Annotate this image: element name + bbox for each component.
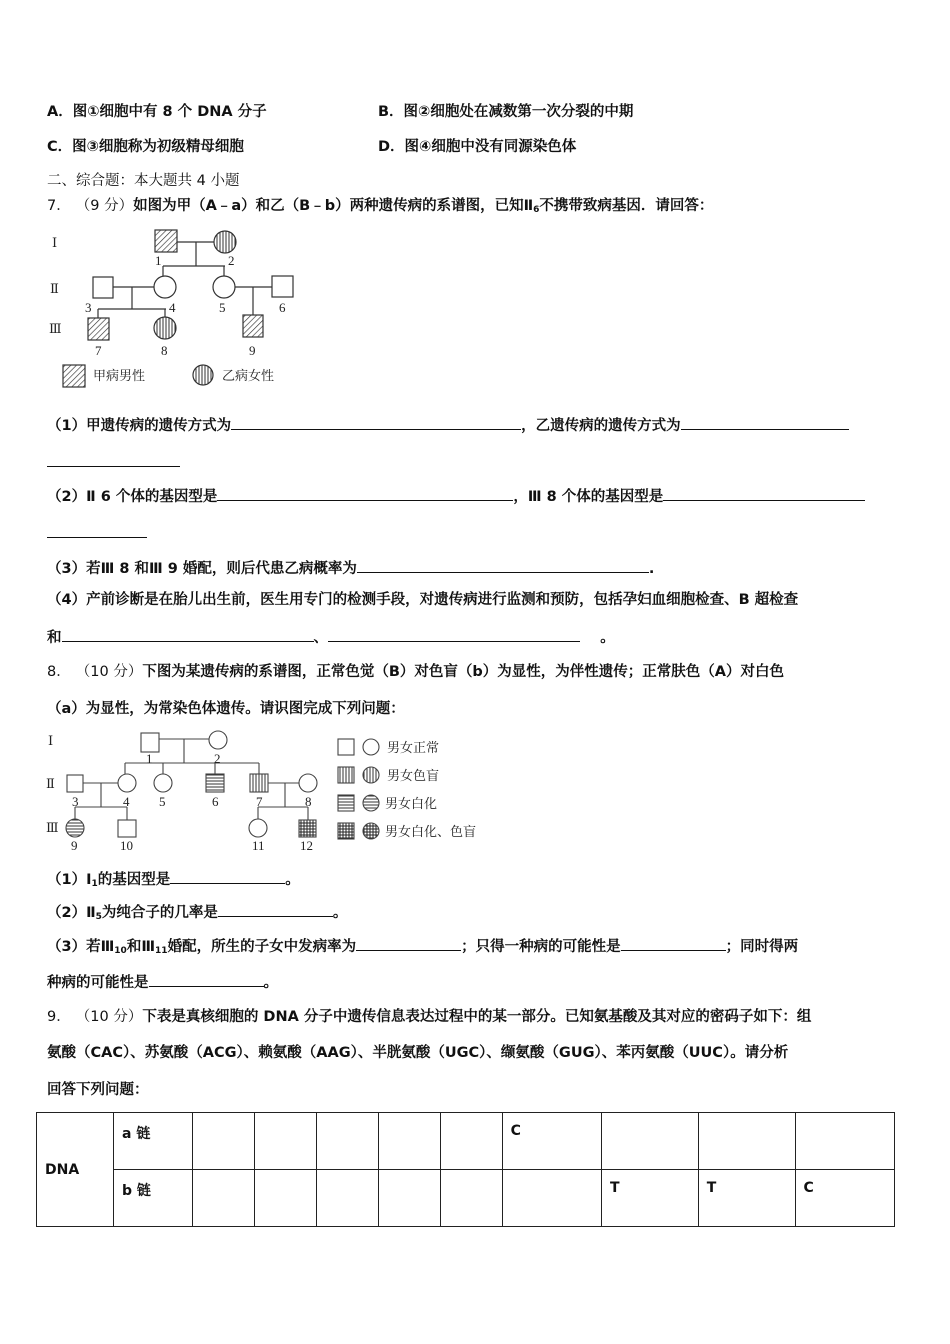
id-label: 9 <box>71 838 78 853</box>
individual-II5 <box>154 774 172 792</box>
q7-number: 7． <box>47 198 71 214</box>
answer-blank[interactable] <box>47 451 180 467</box>
answer-blank[interactable] <box>62 626 314 642</box>
option-b: B．图②细胞处在减数第一次分裂的中期 <box>378 104 634 120</box>
sub: 10 <box>114 946 127 956</box>
id-label: 8 <box>305 794 312 809</box>
id-label: 8 <box>161 343 168 358</box>
q9-stem <box>47 1007 811 1027</box>
text: ；只得一种病的可能性是 <box>461 939 621 955</box>
option-d: D．图④细胞中没有同源染色体 <box>378 139 577 155</box>
q8-part3 <box>47 935 798 961</box>
gen-label: Ⅲ <box>46 820 59 835</box>
table-cell[interactable]: T <box>602 1170 699 1227</box>
table-cell[interactable] <box>502 1170 601 1227</box>
q7-sub: 6 <box>533 205 540 215</box>
table-cell[interactable] <box>254 1113 316 1170</box>
text: （3）若Ⅲ <box>47 939 115 955</box>
id-label: 6 <box>279 300 286 315</box>
text: （2）Ⅱ 6 个体的基因型是 <box>47 489 218 505</box>
pedigree-q8 <box>66 731 379 839</box>
id-label: 3 <box>72 794 79 809</box>
option-a: A．图①细胞中有 8 个 DNA 分子 <box>47 104 267 120</box>
individual-III12 <box>299 820 316 837</box>
answer-blank[interactable] <box>328 626 580 642</box>
text: （1）Ⅰ <box>47 872 92 888</box>
table-cell[interactable] <box>795 1113 894 1170</box>
id-label: 1 <box>146 751 153 766</box>
answer-blank[interactable] <box>47 522 147 538</box>
legend-label: 男女白化、色盲 <box>385 825 477 840</box>
id-label: 5 <box>159 794 166 809</box>
individual-I1 <box>141 733 159 752</box>
text: ，乙遗传病的遗传方式为 <box>521 418 681 434</box>
legend-label: 男女白化 <box>385 797 438 812</box>
legend-swatch-a <box>63 365 85 387</box>
text: 下表是真核细胞的 DNA 分子中遗传信息表达过程中的某一部分。已知氨基酸及其对应的密码子如下：组 <box>142 1009 812 1025</box>
answer-blank[interactable] <box>231 414 521 430</box>
text: 。 <box>332 905 348 921</box>
text: （2）Ⅱ <box>47 905 96 921</box>
answer-blank[interactable] <box>218 901 333 917</box>
table-row <box>37 1113 895 1170</box>
id-label: 12 <box>300 838 313 853</box>
q9-number: 9． <box>47 1009 71 1025</box>
dna-table <box>36 1112 895 1227</box>
text: 。 <box>600 630 615 646</box>
text: 和 <box>47 630 62 646</box>
text: 婚配，所生的子女中发病率为 <box>167 939 357 955</box>
table-cell[interactable] <box>378 1170 440 1227</box>
id-label: 1 <box>155 253 162 268</box>
q7-part3 <box>47 557 654 579</box>
id-label: 2 <box>214 751 221 766</box>
individual-II3 <box>67 775 83 792</box>
q9-score: （10 分） <box>75 1009 143 1025</box>
text: 。 <box>285 872 300 888</box>
individual-III10 <box>118 820 136 837</box>
q7-text: 如图为甲（A﹣a）和乙（B﹣b）两种遗传病的系谱图，已知Ⅱ <box>133 198 534 214</box>
legend-label: 乙病女性 <box>222 369 275 384</box>
id-label: 6 <box>212 794 219 809</box>
table-cell[interactable] <box>440 1170 502 1227</box>
q7-part1 <box>47 414 849 436</box>
individual-III7 <box>88 318 109 340</box>
table-cell[interactable] <box>193 1113 255 1170</box>
id-label: 4 <box>123 794 130 809</box>
q8-stem-cont: （a）为显性，为常染色体遗传。请识图完成下列问题： <box>47 701 405 717</box>
q8-part3-cont <box>47 971 278 993</box>
answer-blank[interactable] <box>357 557 649 573</box>
q9-stem-3: 回答下列问题： <box>47 1082 149 1098</box>
answer-blank[interactable] <box>217 485 513 501</box>
q8-part1 <box>47 868 300 894</box>
text: ，Ⅲ 8 个体的基因型是 <box>513 489 664 505</box>
option-c: C．图③细胞称为初级精母细胞 <box>47 139 244 155</box>
row-label: b 链 <box>114 1170 193 1227</box>
table-cell[interactable]: C <box>795 1170 894 1227</box>
gen-label: Ⅱ <box>50 281 59 296</box>
sub: 1 <box>91 879 98 889</box>
table-cell[interactable] <box>316 1170 378 1227</box>
individual-II4 <box>154 276 176 298</box>
individual-III9 <box>66 819 84 837</box>
individual-II6 <box>272 276 293 297</box>
q9-stem-2: 氨酸（CAC）、苏氨酸（ACG）、赖氨酸（AAG）、半胱氨酸（UGC）、缬氨酸（GUG）、苯丙氨酸（UUC）。请分析 <box>47 1045 789 1061</box>
q7-part4-cont <box>47 626 615 648</box>
individual-III9 <box>243 315 263 337</box>
q8-part2 <box>47 901 347 927</box>
individual-II8 <box>299 774 317 792</box>
text: 、 <box>313 630 328 646</box>
q7-score: （9 分） <box>75 198 134 214</box>
section-heading: 二、综合题：本大题共 4 小题 <box>47 173 240 189</box>
table-cell[interactable] <box>193 1170 255 1227</box>
individual-I1 <box>155 230 177 252</box>
id-label: 7 <box>256 794 263 809</box>
text: 的基因型是 <box>97 872 171 888</box>
legend-label: 男女正常 <box>387 741 440 756</box>
row-label: a 链 <box>114 1113 193 1170</box>
text: 和Ⅲ <box>126 939 156 955</box>
individual-I2 <box>209 731 227 749</box>
answer-blank[interactable] <box>663 485 865 501</box>
pedigree-q7 <box>63 230 293 387</box>
id-label: 3 <box>85 300 92 315</box>
table-cell[interactable] <box>316 1113 378 1170</box>
q8-score: （10 分） <box>75 664 143 680</box>
legend-label: 男女色盲 <box>387 769 440 784</box>
sub: 11 <box>155 946 168 956</box>
individual-II3 <box>93 277 113 298</box>
text: . <box>648 561 655 577</box>
individual-II6 <box>206 774 224 792</box>
q7-text-end: 不携带致病基因．请回答： <box>539 198 714 214</box>
text: （3）若Ⅲ 8 和Ⅲ 9 婚配，则后代患乙病概率为 <box>47 561 357 577</box>
answer-blank[interactable] <box>681 414 849 430</box>
answer-blank[interactable] <box>170 868 285 884</box>
individual-III8 <box>154 317 176 339</box>
table-cell[interactable]: C <box>502 1113 601 1170</box>
gen-label: Ⅰ <box>48 733 54 748</box>
id-label: 11 <box>252 838 265 853</box>
individual-II4 <box>118 774 136 792</box>
id-label: 5 <box>219 300 226 315</box>
id-label: 4 <box>169 300 176 315</box>
id-label: 7 <box>95 343 102 358</box>
text: （1）甲遗传病的遗传方式为 <box>47 418 232 434</box>
text: 种病的可能性是 <box>47 975 149 991</box>
gen-label: Ⅱ <box>46 776 55 791</box>
legend-swatch-b <box>193 365 213 385</box>
table-cell[interactable] <box>698 1113 795 1170</box>
id-label: 2 <box>228 253 235 268</box>
text: 。 <box>263 975 278 991</box>
q7-part1-cont <box>47 451 180 473</box>
q7-part2-cont <box>47 522 147 544</box>
id-label: 9 <box>249 343 256 358</box>
gen-label: Ⅲ <box>49 321 62 336</box>
text: ；同时得两 <box>725 939 799 955</box>
table-cell[interactable]: T <box>698 1170 795 1227</box>
q7-part2 <box>47 485 865 507</box>
individual-III11 <box>249 819 267 837</box>
individual-I2 <box>214 231 236 253</box>
legend-label: 甲病男性 <box>93 369 146 384</box>
table-cell[interactable] <box>378 1113 440 1170</box>
table-cell[interactable] <box>602 1113 699 1170</box>
q8-stem <box>47 662 784 682</box>
sub: 5 <box>95 912 102 922</box>
individual-II5 <box>213 276 235 298</box>
answer-blank[interactable] <box>621 935 726 951</box>
id-label: 10 <box>120 838 133 853</box>
individual-II7 <box>250 774 268 792</box>
table-row <box>37 1170 895 1227</box>
dna-label: DNA <box>37 1113 114 1227</box>
answer-blank[interactable] <box>356 935 461 951</box>
gen-label: Ⅰ <box>52 235 58 250</box>
q7-part4: （4）产前诊断是在胎儿出生前，医生用专门的检测手段，对遗传病进行监测和预防，包括孕妇血细胞检查、B 超检查 <box>47 592 799 608</box>
table-cell[interactable] <box>440 1113 502 1170</box>
text: 下图为某遗传病的系谱图，正常色觉（B）对色盲（b）为显性，为伴性遗传；正常肤色（A）对白色 <box>142 664 785 680</box>
q8-number: 8． <box>47 664 71 680</box>
text: 为纯合子的几率是 <box>101 905 218 921</box>
answer-blank[interactable] <box>149 971 264 987</box>
table-cell[interactable] <box>254 1170 316 1227</box>
